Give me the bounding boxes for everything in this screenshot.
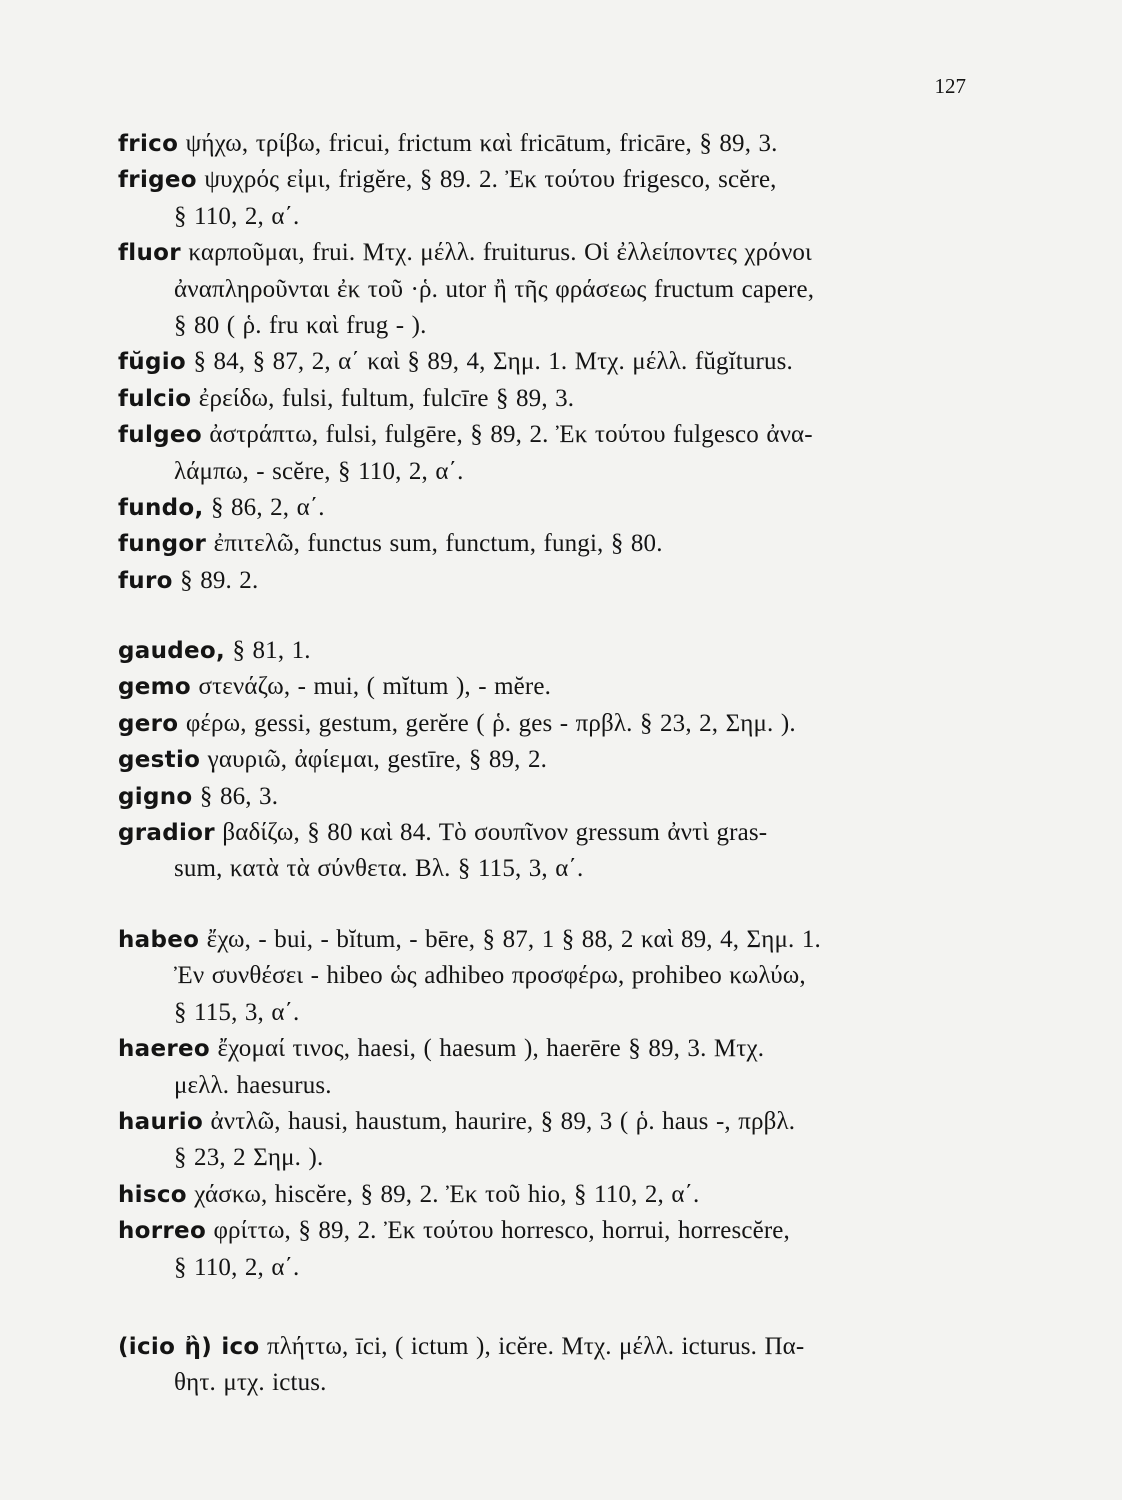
entry-first-line xyxy=(118,1177,978,1213)
dictionary-entry xyxy=(118,742,978,778)
entry-headword: haurio xyxy=(118,1109,204,1136)
entry-continuation-line xyxy=(118,995,978,1031)
section-g xyxy=(118,633,978,888)
entry-headword: gero xyxy=(118,710,179,737)
entry-headword: horreo xyxy=(118,1218,207,1245)
entry-headword: hisco xyxy=(118,1181,187,1208)
entry-text: μελλ. haesurus. xyxy=(174,1071,332,1099)
dictionary-entry xyxy=(118,526,978,562)
entry-headword: fundo, xyxy=(118,495,204,522)
entry-text: sum, κατὰ τὰ σύνθετα. Βλ. § 115, 3, α΄. xyxy=(174,855,584,883)
entry-first-line xyxy=(118,1213,978,1249)
entry-first-line xyxy=(118,162,978,198)
entry-headword: fluor xyxy=(118,240,181,267)
dictionary-entry xyxy=(118,633,978,669)
entry-text: ἀναπληροῦνται ἐκ τοῦ ·ῥ. utor ἢ τῆς φράσεως fructum capere, xyxy=(174,275,815,303)
entry-headword: haereo xyxy=(118,1036,211,1063)
entry-headword: (icio ἢ) ico xyxy=(118,1334,260,1360)
entry-text: ψυχρός εἰμι, frigĕre, § 89. 2. Ἐκ τούτου frigesco, scĕre, xyxy=(204,166,777,194)
entry-headword: gradior xyxy=(118,820,215,847)
section-h xyxy=(118,922,978,1286)
entry-first-line xyxy=(118,417,978,453)
entry-first-line xyxy=(118,669,978,705)
entry-continuation-line xyxy=(118,1140,978,1176)
entry-headword: gemo xyxy=(118,674,192,701)
entry-text: στενάζω, - mui, ( mĭtum ), - mĕre. xyxy=(198,673,552,701)
entry-text: § 86, 3. xyxy=(199,782,279,810)
dictionary-entry xyxy=(118,235,978,344)
entry-headword: fulcio xyxy=(118,385,192,412)
entry-text: ἐπιτελῶ, functus sum, functum, fungi, § 80. xyxy=(213,530,663,558)
entry-first-line xyxy=(118,742,978,778)
entry-headword: fungor xyxy=(118,531,207,558)
entry-text: χάσκω, hiscĕre, § 89, 2. Ἐκ τοῦ hio, § 110, 2, α΄. xyxy=(194,1180,700,1208)
entry-continuation-line xyxy=(118,1365,978,1401)
entry-first-line xyxy=(118,633,978,669)
entry-first-line xyxy=(118,706,978,742)
entry-first-line xyxy=(118,526,978,562)
entry-text: ἐρείδω, fulsi, fultum, fulcīre § 89, 3. xyxy=(198,384,575,412)
entry-first-line xyxy=(118,1031,978,1067)
entry-text: θητ. μτχ. ictus. xyxy=(174,1369,327,1397)
dictionary-entry xyxy=(118,1329,978,1402)
section-f xyxy=(118,126,978,599)
entry-text: φέρω, gessi, gestum, gerĕre ( ῥ. ges - πρβλ. § 23, 2, Σημ. ). xyxy=(185,709,796,737)
page-number: 127 xyxy=(934,74,966,98)
entry-headword: gaudeo, xyxy=(118,638,226,664)
entry-headword: frico xyxy=(118,131,179,157)
entry-text: πλήττω, īci, ( ictum ), icĕre. Μτχ. μέλλ. icturus. Πα- xyxy=(266,1333,805,1360)
dictionary-entry xyxy=(118,1177,978,1213)
dictionary-entry xyxy=(118,417,978,490)
dictionary-entry xyxy=(118,922,978,1031)
dictionary-entry xyxy=(118,1031,978,1104)
entry-text: § 23, 2 Σημ. ). xyxy=(174,1144,324,1172)
dictionary-entry xyxy=(118,815,978,888)
entry-first-line xyxy=(118,381,978,417)
entry-text: § 89. 2. xyxy=(180,566,259,594)
entry-continuation-line xyxy=(118,272,978,308)
entry-headword: fulgeo xyxy=(118,422,202,449)
entry-first-line xyxy=(118,490,978,526)
entry-continuation-line xyxy=(118,1250,978,1286)
dictionary-entry xyxy=(118,1104,978,1177)
dictionary-entry xyxy=(118,563,978,599)
dictionary-entry xyxy=(118,490,978,526)
entry-headword: frigeo xyxy=(118,167,197,194)
entry-first-line xyxy=(118,235,978,271)
entry-text: ψήχω, τρίβω, fricui, frictum καὶ fricātum, fricāre, § 89, 3. xyxy=(185,130,778,157)
entry-first-line xyxy=(118,1329,978,1365)
dictionary-entry xyxy=(118,162,978,235)
entry-first-line xyxy=(118,126,978,162)
entry-text: ἔχω, - bui, - bĭtum, - bēre, § 87, 1 § 88, 2 καὶ 89, 4, Σημ. 1. xyxy=(206,926,821,953)
entry-continuation-line xyxy=(118,454,978,490)
entry-text: φρίττω, § 89, 2. Ἐκ τούτου horresco, horrui, horrescĕre, xyxy=(213,1217,790,1245)
entry-first-line xyxy=(118,922,978,958)
entry-first-line xyxy=(118,779,978,815)
entry-text: § 80 ( ῥ. fru καὶ frug - ). xyxy=(174,312,427,340)
dictionary-entry xyxy=(118,344,978,380)
entry-text: ἔχομαί τινος, haesi, ( haesum ), haerēre § 89, 3. Μτχ. xyxy=(217,1035,765,1063)
entry-first-line xyxy=(118,563,978,599)
dictionary-entry xyxy=(118,779,978,815)
dictionary-entry xyxy=(118,706,978,742)
dictionary-entry xyxy=(118,126,978,162)
entry-headword: furo xyxy=(118,567,173,594)
entry-continuation-line xyxy=(118,958,978,994)
entry-text: ἀστράπτω, fulsi, fulgēre, § 89, 2. Ἐκ τούτου fulgesco ἀνα- xyxy=(209,421,813,449)
entry-first-line xyxy=(118,815,978,851)
entry-text: § 115, 3, α΄. xyxy=(174,998,300,1026)
entry-continuation-line xyxy=(118,308,978,344)
entry-text: ἀντλῶ, hausi, haustum, haurire, § 89, 3 ( ῥ. haus -, πρβλ. xyxy=(210,1108,796,1136)
entry-text: § 86, 2, α΄. xyxy=(210,494,325,522)
entry-text: λάμπω, - scĕre, § 110, 2, α΄. xyxy=(174,457,464,485)
entry-continuation-line xyxy=(118,199,978,235)
dictionary-entry xyxy=(118,669,978,705)
entry-text: § 81, 1. xyxy=(232,637,311,664)
entry-continuation-line xyxy=(118,1068,978,1104)
section-i xyxy=(118,1329,978,1402)
entry-text: βαδίζω, § 80 καὶ 84. Τὸ σουπῖνον gressum ἀντὶ gras- xyxy=(222,819,768,847)
entry-text: Ἐν συνθέσει - hibeo ὡς adhibeo προσφέρω, prohibeo κωλύω, xyxy=(174,962,806,990)
entry-continuation-line xyxy=(118,851,978,887)
dictionary-entry xyxy=(118,381,978,417)
entry-headword: fŭgio xyxy=(118,349,187,376)
entry-text: § 110, 2, α΄. xyxy=(174,202,300,230)
entry-first-line xyxy=(118,344,978,380)
entry-headword: gigno xyxy=(118,783,193,810)
entry-text: γαυριῶ, ἀφίεμαι, gestīre, § 89, 2. xyxy=(207,746,548,774)
entry-first-line xyxy=(118,1104,978,1140)
dictionary-entry xyxy=(118,1213,978,1286)
entry-headword: habeo xyxy=(118,927,200,953)
entry-text: § 110, 2, α΄. xyxy=(174,1253,300,1281)
entry-text: καρποῦμαι, frui. Μτχ. μέλλ. fruiturus. Οἱ ἐλλείποντες χρόνοι xyxy=(188,239,812,267)
entry-text: § 84, § 87, 2, α΄ καὶ § 89, 4, Σημ. 1. Μτχ. μέλλ. fŭgĭturus. xyxy=(193,348,793,376)
entry-headword: gestio xyxy=(118,747,201,774)
